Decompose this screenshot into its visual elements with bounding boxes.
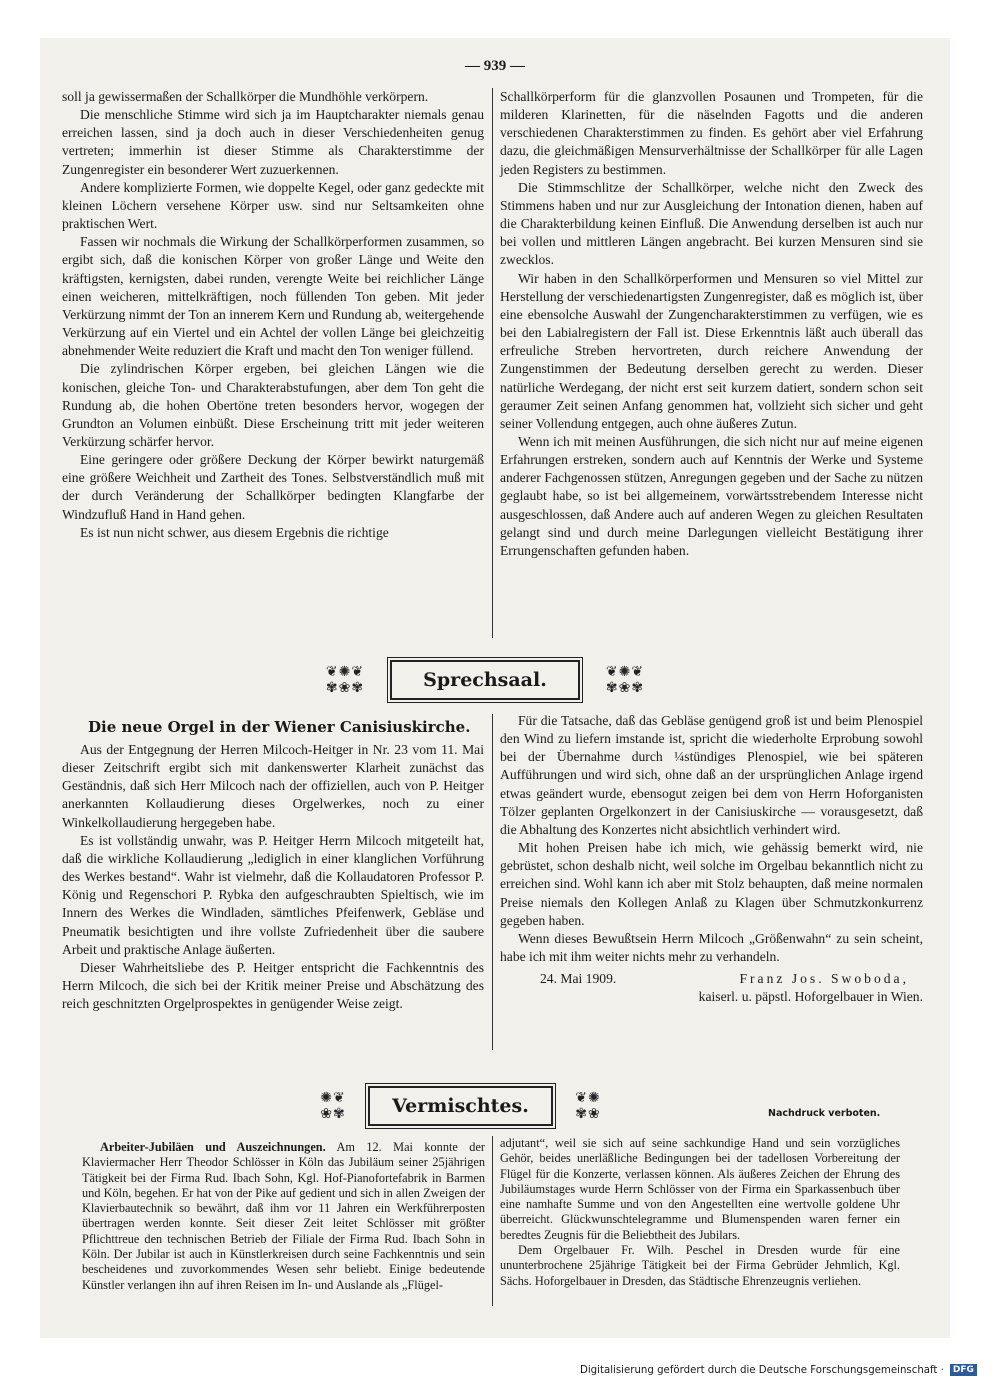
vermischtes-left-column (82, 1140, 485, 1293)
paragraph-text: Am 12. Mai konnte der Klaviermacher Herr Theodor Schlösser in Köln das Jubiläum seiner 25jährigen Tätigkeit bei der Firma Rud. Ibach Sohn, Kgl. Hof-Pianofortefabrik in Barmen und Köln, begehen. Er hat von der Pike auf gedient und sich in allen Zweigen der Klavierbautechnik so bewährt, daß ihm vor 11 Jahren ein Werkführerposten übertragen werden konnte. Seit dieser Zeit leitet Schlösser mit größter Pflichttreue den technischen Betrieb der Filiale der Firma Rud. Ibach Sohn in Köln. Der Jubilar ist auch in Künstlerkreisen durch seine Fachkenntnis und sein bescheidenes und zuvorkommendes Wesen sehr beliebt. Einige bedeutende Künstler verlangen ihn auf ihren Reisen im In- und Auslande als „Flügel- (82, 1140, 485, 1292)
upper-left-column (62, 88, 484, 542)
paragraph: adjutant“, weil sie sich auf seine sachkundige Hand und sein vorzügliches Gehör, beides unerläßliche Bedingungen bei der tadellosen Vorbereitung der Flügel für die Konzerte, verlassen können. Als äußeres Zeichen der Ehrung des Jubiläumstages wurde Herrn Schlösser von der Firma ein Sparkassenbuch über eine namhafte Summe und von den Angestellten eine wertvolle goldene Uhr überreicht. Glückwunschtelegramme und Blumenspenden waren ferner ein beredtes Zeugnis für die Beliebtheit des Jubilars. (500, 1136, 900, 1242)
paragraph: Für die Tatsache, daß das Gebläse genügend groß ist und beim Plenospiel den Wind zu liefern imstande ist, spricht die wiederholte Erprobung sowohl bei der Übernahme durch ¼stündiges Plenospiel, wie bei späteren Aufführungen und wird sich, ohne daß an der ursprünglichen Anlage irgend etwas geändert wurde, ebensogut zeigen bei dem von Herrn Hoforganisten Tölzer geplanten Orgelkonzert in der Canisiuskirche — vorausgesetzt, daß die Abhaltung des Konzertes nicht absichtlich verhindert wird. (500, 713, 923, 837)
reprint-notice: Nachdruck verboten. (768, 1108, 881, 1119)
paragraph: Schallkörperform für die glanzvollen Posaunen und Trompeten, für die milderen Klarinetten, für die näselnden Fagotts und die anderen verschiedenen Charakterstimmen zu finden. Es gehört aber viel Erfahrung dazu, die gleichmäßigen Mensurverhältnisse der Schallkörper für alle Lagen jeden Registers zu bestimmen. (500, 89, 923, 177)
paragraph: Andere komplizierte Formen, wie doppelte Kegel, oder ganz gedeckte mit kleinen Löchern versehene Körper usw. sind nur Seltsamkeiten ohne praktischen Wert. (62, 179, 484, 232)
column-divider-vermischtes (492, 1136, 493, 1306)
article-title: Die neue Orgel in der Wiener Canisiuskirche. (88, 718, 471, 736)
paragraph: Aus der Entgegnung der Herren Milcoch-Heitger in Nr. 23 vom 11. Mai dieser Zeitschrift ergibt sich mit dankenswerter Klarheit zunächst das Geständnis, daß sich Herr Milcoch nach der offiziellen, auch von P. Heitger anerkannten Kollaudierung dieses Orgelwerkes, noch zu einer Winkelkollaudierung hergegeben habe. (62, 742, 484, 830)
paragraph: Es ist vollständig unwahr, was P. Heitger Herrn Milcoch mitgeteilt hat, daß die wirkliche Kollaudierung „lediglich in einer klanglichen Vorführung des Werkes bestand“. Wahr ist vielmehr, daß die Kollaudatoren Professor P. König und Regenschori P. Rybka den aufgeschraubten Spieltisch, wie im Innern des Werkes die Windladen, sämtliches Pfeifenwerk, Gebläse und Pneumatik besichtigten und ihre vollste Zufriedenheit über die saubere Arbeit und praktische Anlage äußerten. (62, 832, 484, 957)
ornament-right-icon: ❦✺❦ ✾❀✾ (605, 664, 645, 696)
signature-date: 24. Mai 1909. (540, 971, 617, 987)
column-divider-upper (492, 88, 493, 638)
paragraph: Die zylindrischen Körper ergeben, bei gleichen Längen wie die konischen, gleiche Ton- und Charakterabstufungen, aber dem Ton geht die Rundung ab, die hohen Obertöne treten besonders hervor, wogegen der Grundton an Volumen einbüßt. Diese Erscheinung tritt mit jeder weiteren Verkürzung schärfer hervor. (62, 361, 484, 449)
signature-title: kaiserl. u. päpstl. Hoforgelbauer in Wien. (698, 989, 923, 1005)
footer (580, 1364, 977, 1376)
page-number: — 939 — (465, 58, 525, 74)
paragraph: Wenn ich mit meinen Ausführungen, die sich nicht nur auf meine eigenen Erfahrungen erstreken, sondern auch auf Kenntnis der Werke und Systeme anderer Fachgenossen stützen, Anregungen gegeben und der Sache zu nützen geglaubt habe, so ist bei allgemeinem, vorwärtsstrebendem Interesse nicht ausgeschlossen, daß Andere auch auf anderen Wegen zu gleichen Resultaten gelangt sind und durch meine Darlegungen vielleicht Bestätigung ihrer Errungenschaften gefunden haben. (500, 433, 923, 558)
ornament-left-icon: ✺❦ ❀✾ (320, 1090, 346, 1122)
footer-text: Digitalisierung gefördert durch die Deutsche Forschungsgemeinschaft · (580, 1364, 944, 1376)
vermischtes-right-column (500, 1136, 900, 1289)
ornament-left-icon: ❦✺❦ ✾❀✾ (325, 664, 365, 696)
upper-right-column (500, 88, 923, 560)
paragraph: Fassen wir nochmals die Wirkung der Schallkörperformen zusammen, so ergibt sich, daß die konischen Körper von großer Länge und Weite den kräftigsten, kernigsten, dabei runden, verengte Weite bei reichlicher Länge einen weicheren, mittelkräftigen, noch füllenden Ton geben. Mit jeder Verkürzung nimmt der Ton an innerem Kern und Rundung ab, weitergehende Verkürzung auf ein Viertel und ein Achtel der vollen Länge bei gleichzeitig abnehmender Weite reduziert die Kraft und macht den Ton weniger füllend. (62, 234, 484, 359)
paragraph: Die Stimmschlitze der Schallkörper, welche nicht den Zweck des Stimmens haben und nur zur Ausgleichung der Intonation dienen, haben auf die Charakterbildung keinen Einfluß. Die Anwendung derselben ist auch nur bei vollen und mittleren Längen angebracht. Bei kurzen Mensuren sind sie zwecklos. (500, 179, 923, 268)
paragraph: Mit hohen Preisen habe ich mich, wie gehässig bemerkt wird, nie gebrüstet, schon deshalb nicht, weil solche im Orgelbau bekanntlich nicht zu erreichen sind. Wohl kann ich aber mit Stolz behaupten, daß meine normalen Preise niemals den Kollegen Anlaß zu Klagen über Schmutzkonkurrenz gegeben haben. (500, 840, 923, 928)
paragraph: soll ja gewissermaßen der Schallkörper die Mundhöhle verkörpern. (62, 89, 429, 104)
paragraph: Wir haben in den Schallkörperformen und Mensuren so viel Mittel zur Herstellung der verschiedenartigsten Zungenregister, daß es möglich ist, über eine ebensolche Auswahl der Zungencharakterstimmen zu verfügen, wie es bei den Labialregistern der Fall ist. Diese Erkenntnis läßt auch überall das erfreuliche Streben hervortreten, durch reichere Anwendung der Zungenstimmen der Bedeutung derselben gerecht zu werden. Dieser natürliche Werdegang, der nicht erst seit kurzem datiert, sondern schon seit geraumer Zeit seinen Anfang genommen hat, vollzieht sich sicher und geht seiner Vollendung entgegen, auch ohne äußeres Zutun. (500, 270, 923, 431)
sprechsaal-banner (300, 656, 670, 704)
paragraph: Dieser Wahrheitsliebe des P. Heitger entspricht die Fachkenntnis des Herrn Milcoch, die sich bei der Kritik meiner Preise und Abschätzung des reich geschnitzten Orgelprospektes in genügender Weise zeigt. (62, 959, 484, 1012)
column-divider-sprechsaal (492, 714, 493, 1050)
paragraph: Dem Orgelbauer Fr. Wilh. Peschel in Dresden wurde für eine ununterbrochene 25jährige Tätigkeit bei der Firma Gebrüder Jehmlich, Kgl. Sächs. Hoforgelbauer in Dresden, das Städtische Ehrenzeugnis verliehen. (500, 1243, 900, 1288)
signature-name: Franz Jos. Swoboda, (739, 971, 909, 987)
paragraph: Eine geringere oder größere Deckung der Körper bewirkt naturgemäß eine größere Weichheit und Zartheit des Tones. Selbstverständlich muß mit der durch Veränderung der Schallkörper bedingten Klangfarbe der Windzufluß Hand in Hand gehen. (62, 452, 484, 522)
runin-heading: Arbeiter-Jubiläen und Auszeichnungen. (100, 1140, 326, 1154)
paragraph: Es ist nun nicht schwer, aus diesem Ergebnis die richtige (80, 524, 389, 540)
paragraph: Wenn dieses Bewußtsein Herrn Milcoch „Größenwahn“ zu sein scheint, habe ich mit ihm weiter nichts mehr zu verhandeln. (500, 930, 923, 965)
sprechsaal-right-column (500, 712, 923, 1007)
vermischtes-heading: Vermischtes. (368, 1086, 553, 1126)
ornament-right-icon: ❦✺ ✾❀ (575, 1090, 601, 1122)
dfg-logo: DFG (950, 1364, 977, 1376)
sprechsaal-heading: Sprechsaal. (390, 660, 580, 700)
sprechsaal-left-column (62, 741, 484, 1013)
vermischtes-banner (298, 1082, 623, 1130)
signature-line (500, 970, 923, 988)
paragraph: Die menschliche Stimme wird sich ja im Hauptcharakter niemals genau erreichen lassen, sind ja doch auch in dieser Verschiedenheiten genug vertreten; immerhin ist dieser Stimme als Charakterstimme der Zungenregister ein besonderer Wert zuzuerkennen. (62, 107, 484, 177)
